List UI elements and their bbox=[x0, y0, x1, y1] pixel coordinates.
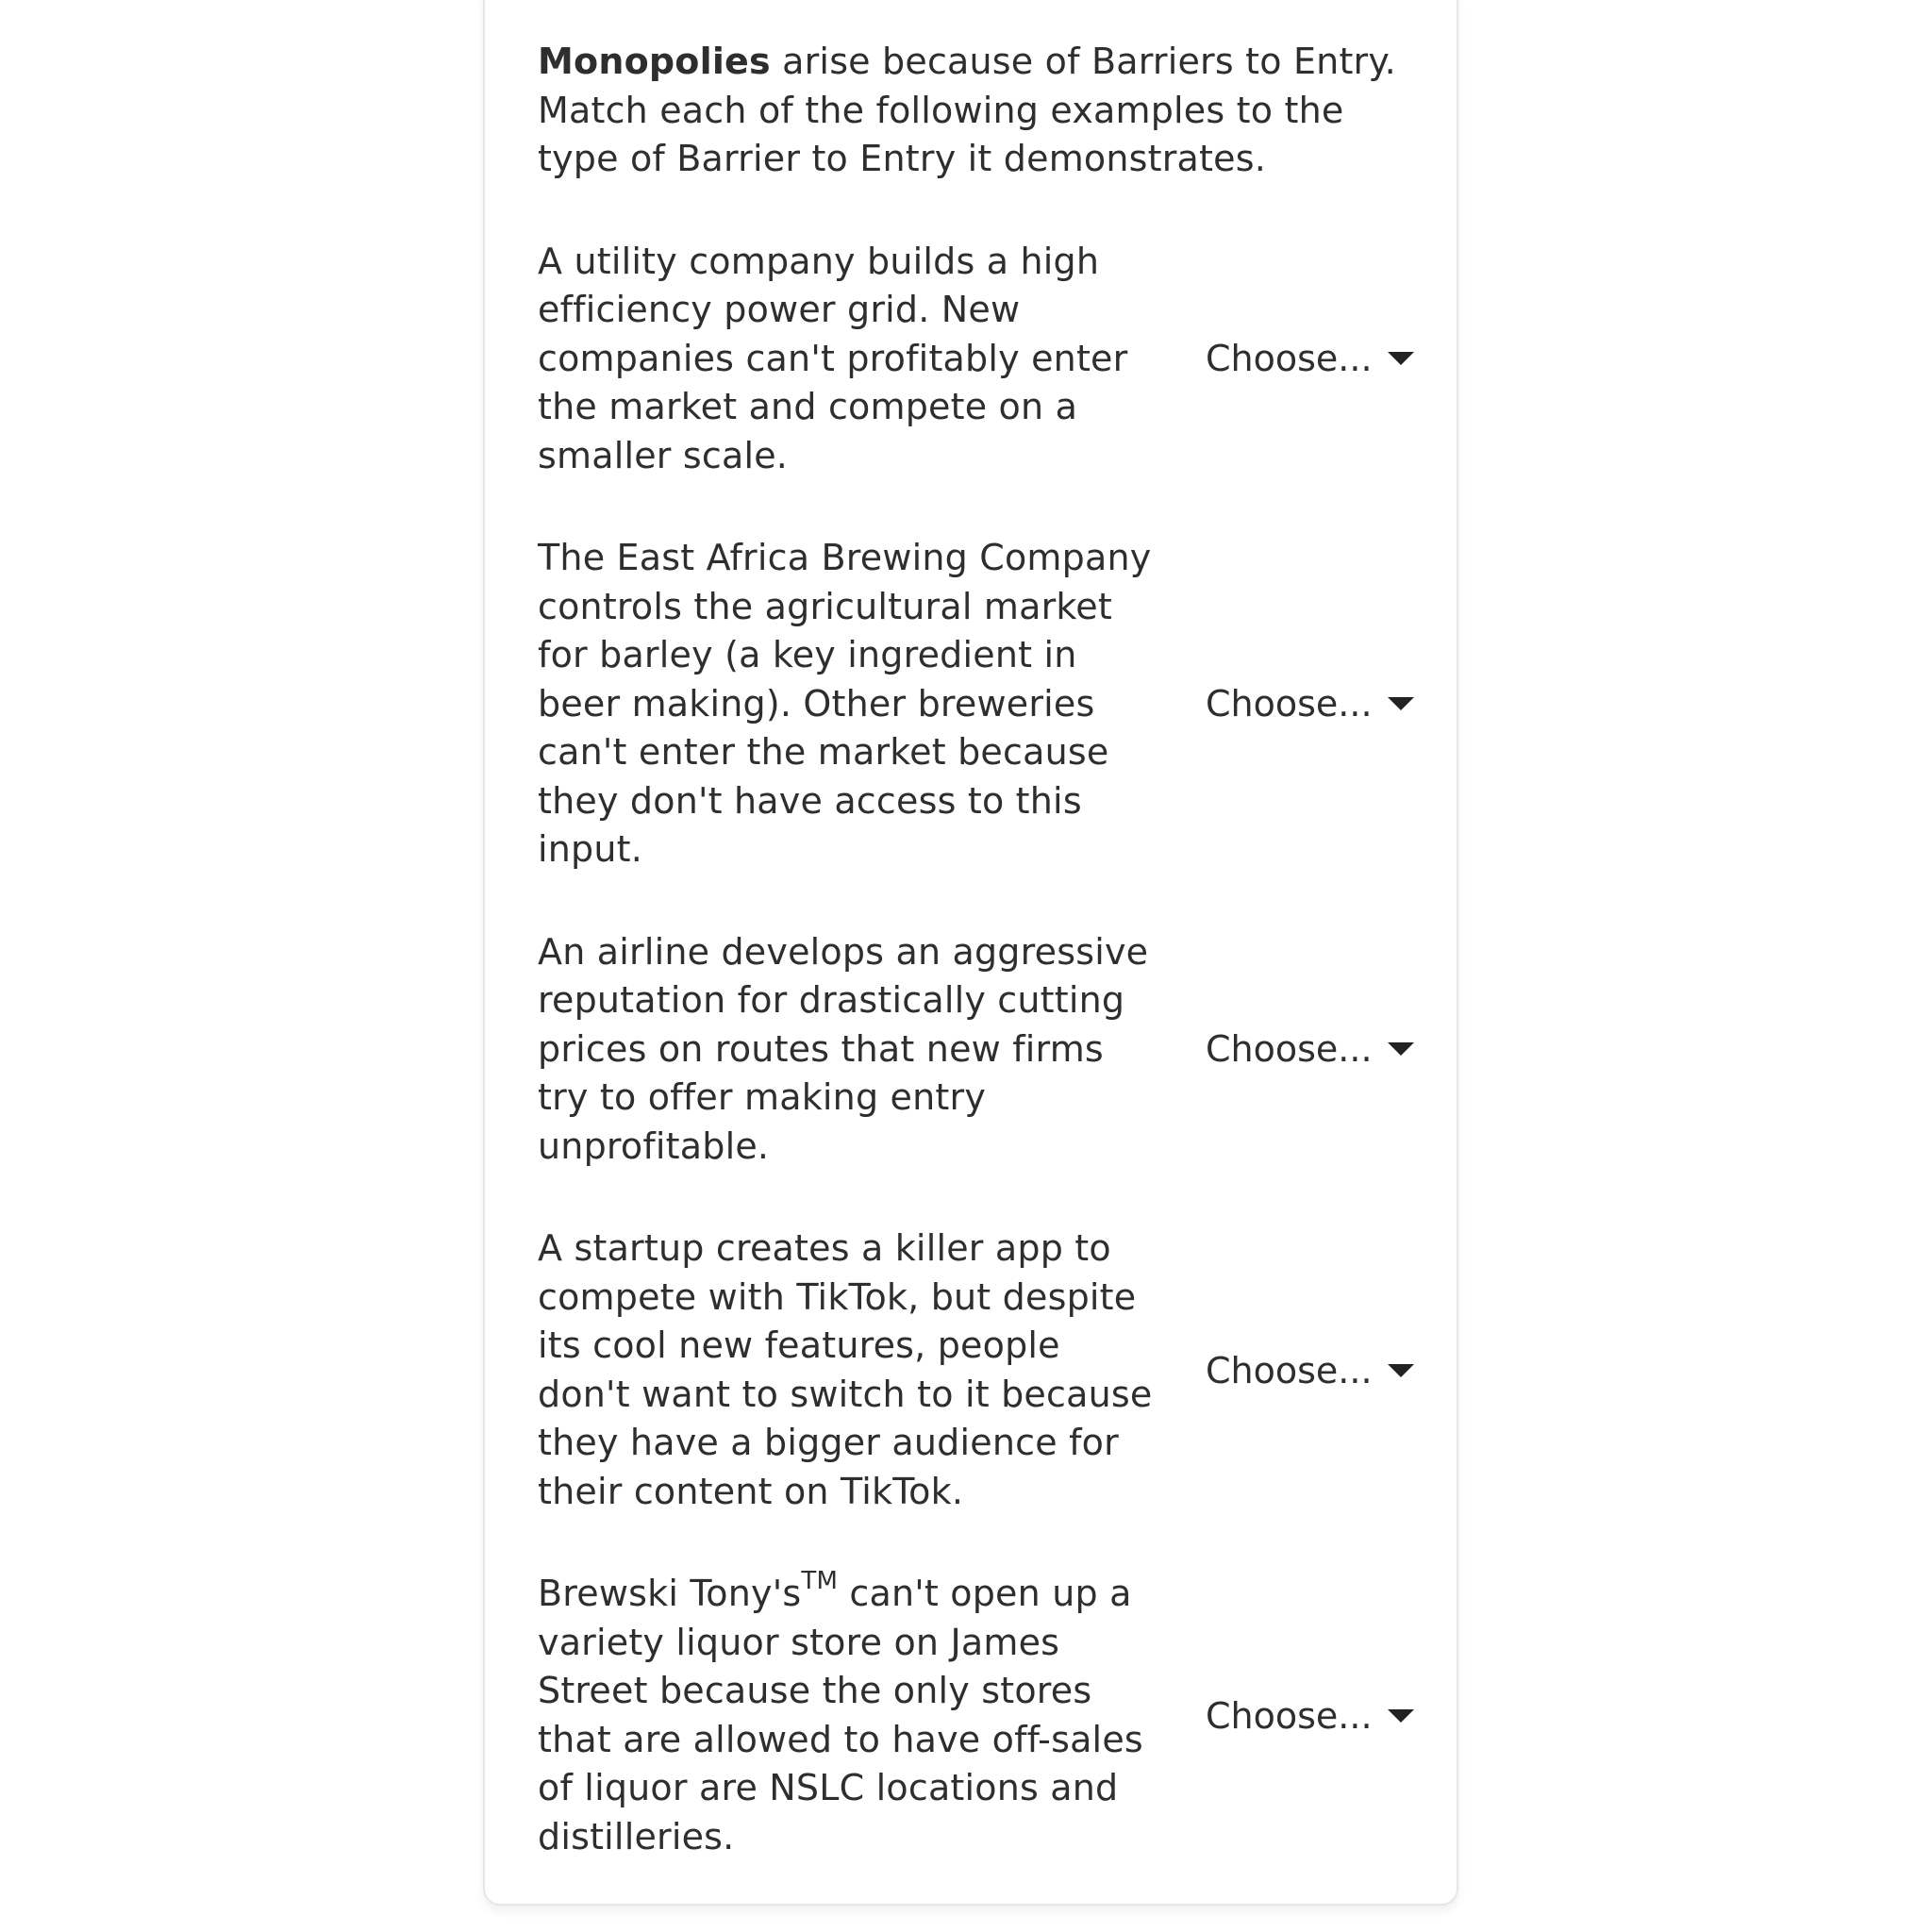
answer-dropdown-5[interactable] bbox=[1206, 1695, 1414, 1737]
question-content bbox=[538, 38, 1424, 1915]
answer-dropdown-2[interactable] bbox=[1206, 683, 1414, 724]
match-item-5 bbox=[538, 1567, 1424, 1861]
caret-down-icon bbox=[1388, 1364, 1414, 1377]
answer-dropdown-4[interactable] bbox=[1206, 1350, 1414, 1391]
match-item-text bbox=[538, 1567, 1160, 1861]
caret-down-icon bbox=[1388, 1042, 1414, 1056]
dropdown-value: Choose... bbox=[1206, 1694, 1373, 1737]
match-item-text-start: Brewski Tony's bbox=[538, 1573, 802, 1614]
dropdown-value: Choose... bbox=[1206, 1028, 1373, 1071]
match-item-text: The East Africa Brewing Company controls the agricultural market for barley (a key ingredient in beer making). Other breweries can't enter the market because they don't have access to this input. bbox=[538, 537, 1152, 870]
match-item-1 bbox=[538, 238, 1424, 481]
match-item-2 bbox=[538, 534, 1424, 874]
caret-down-icon bbox=[1388, 697, 1414, 710]
dropdown-value: Choose... bbox=[1206, 1349, 1373, 1391]
prompt-bold-term: Monopolies bbox=[538, 41, 771, 82]
trademark-mark: TM bbox=[801, 1567, 839, 1596]
dropdown-value: Choose... bbox=[1206, 683, 1373, 725]
answer-dropdown-1[interactable] bbox=[1206, 338, 1414, 379]
match-item-text-end: can't open up a variety liquor store on James Street because the only stores that are allowed to have off-sales of liquor are NSLC locations and distilleries. bbox=[538, 1573, 1143, 1857]
match-item-text: A utility company builds a high efficiency power grid. New companies can't profitably enter the market and compete on a smaller scale. bbox=[538, 240, 1128, 476]
dropdown-value: Choose... bbox=[1206, 338, 1373, 380]
match-item-text: A startup creates a killer app to compete with TikTok, but despite its cool new features, people don't want to switch to it because they have a bigger audience for their content on TikTok. bbox=[538, 1227, 1153, 1512]
caret-down-icon bbox=[1388, 352, 1414, 365]
question-prompt bbox=[538, 38, 1424, 184]
match-item-3 bbox=[538, 928, 1424, 1172]
match-item-4 bbox=[538, 1224, 1424, 1516]
answer-dropdown-3[interactable] bbox=[1206, 1028, 1414, 1070]
caret-down-icon bbox=[1388, 1709, 1414, 1723]
prompt-text: arise because of Barriers to Entry. Match each of the following examples to the type of Barrier to Entry it demonstrates. bbox=[538, 41, 1396, 179]
match-item-text: An airline develops an aggressive reputation for drastically cutting prices on routes that new firms try to offer making entry unprofitable. bbox=[538, 930, 1149, 1167]
